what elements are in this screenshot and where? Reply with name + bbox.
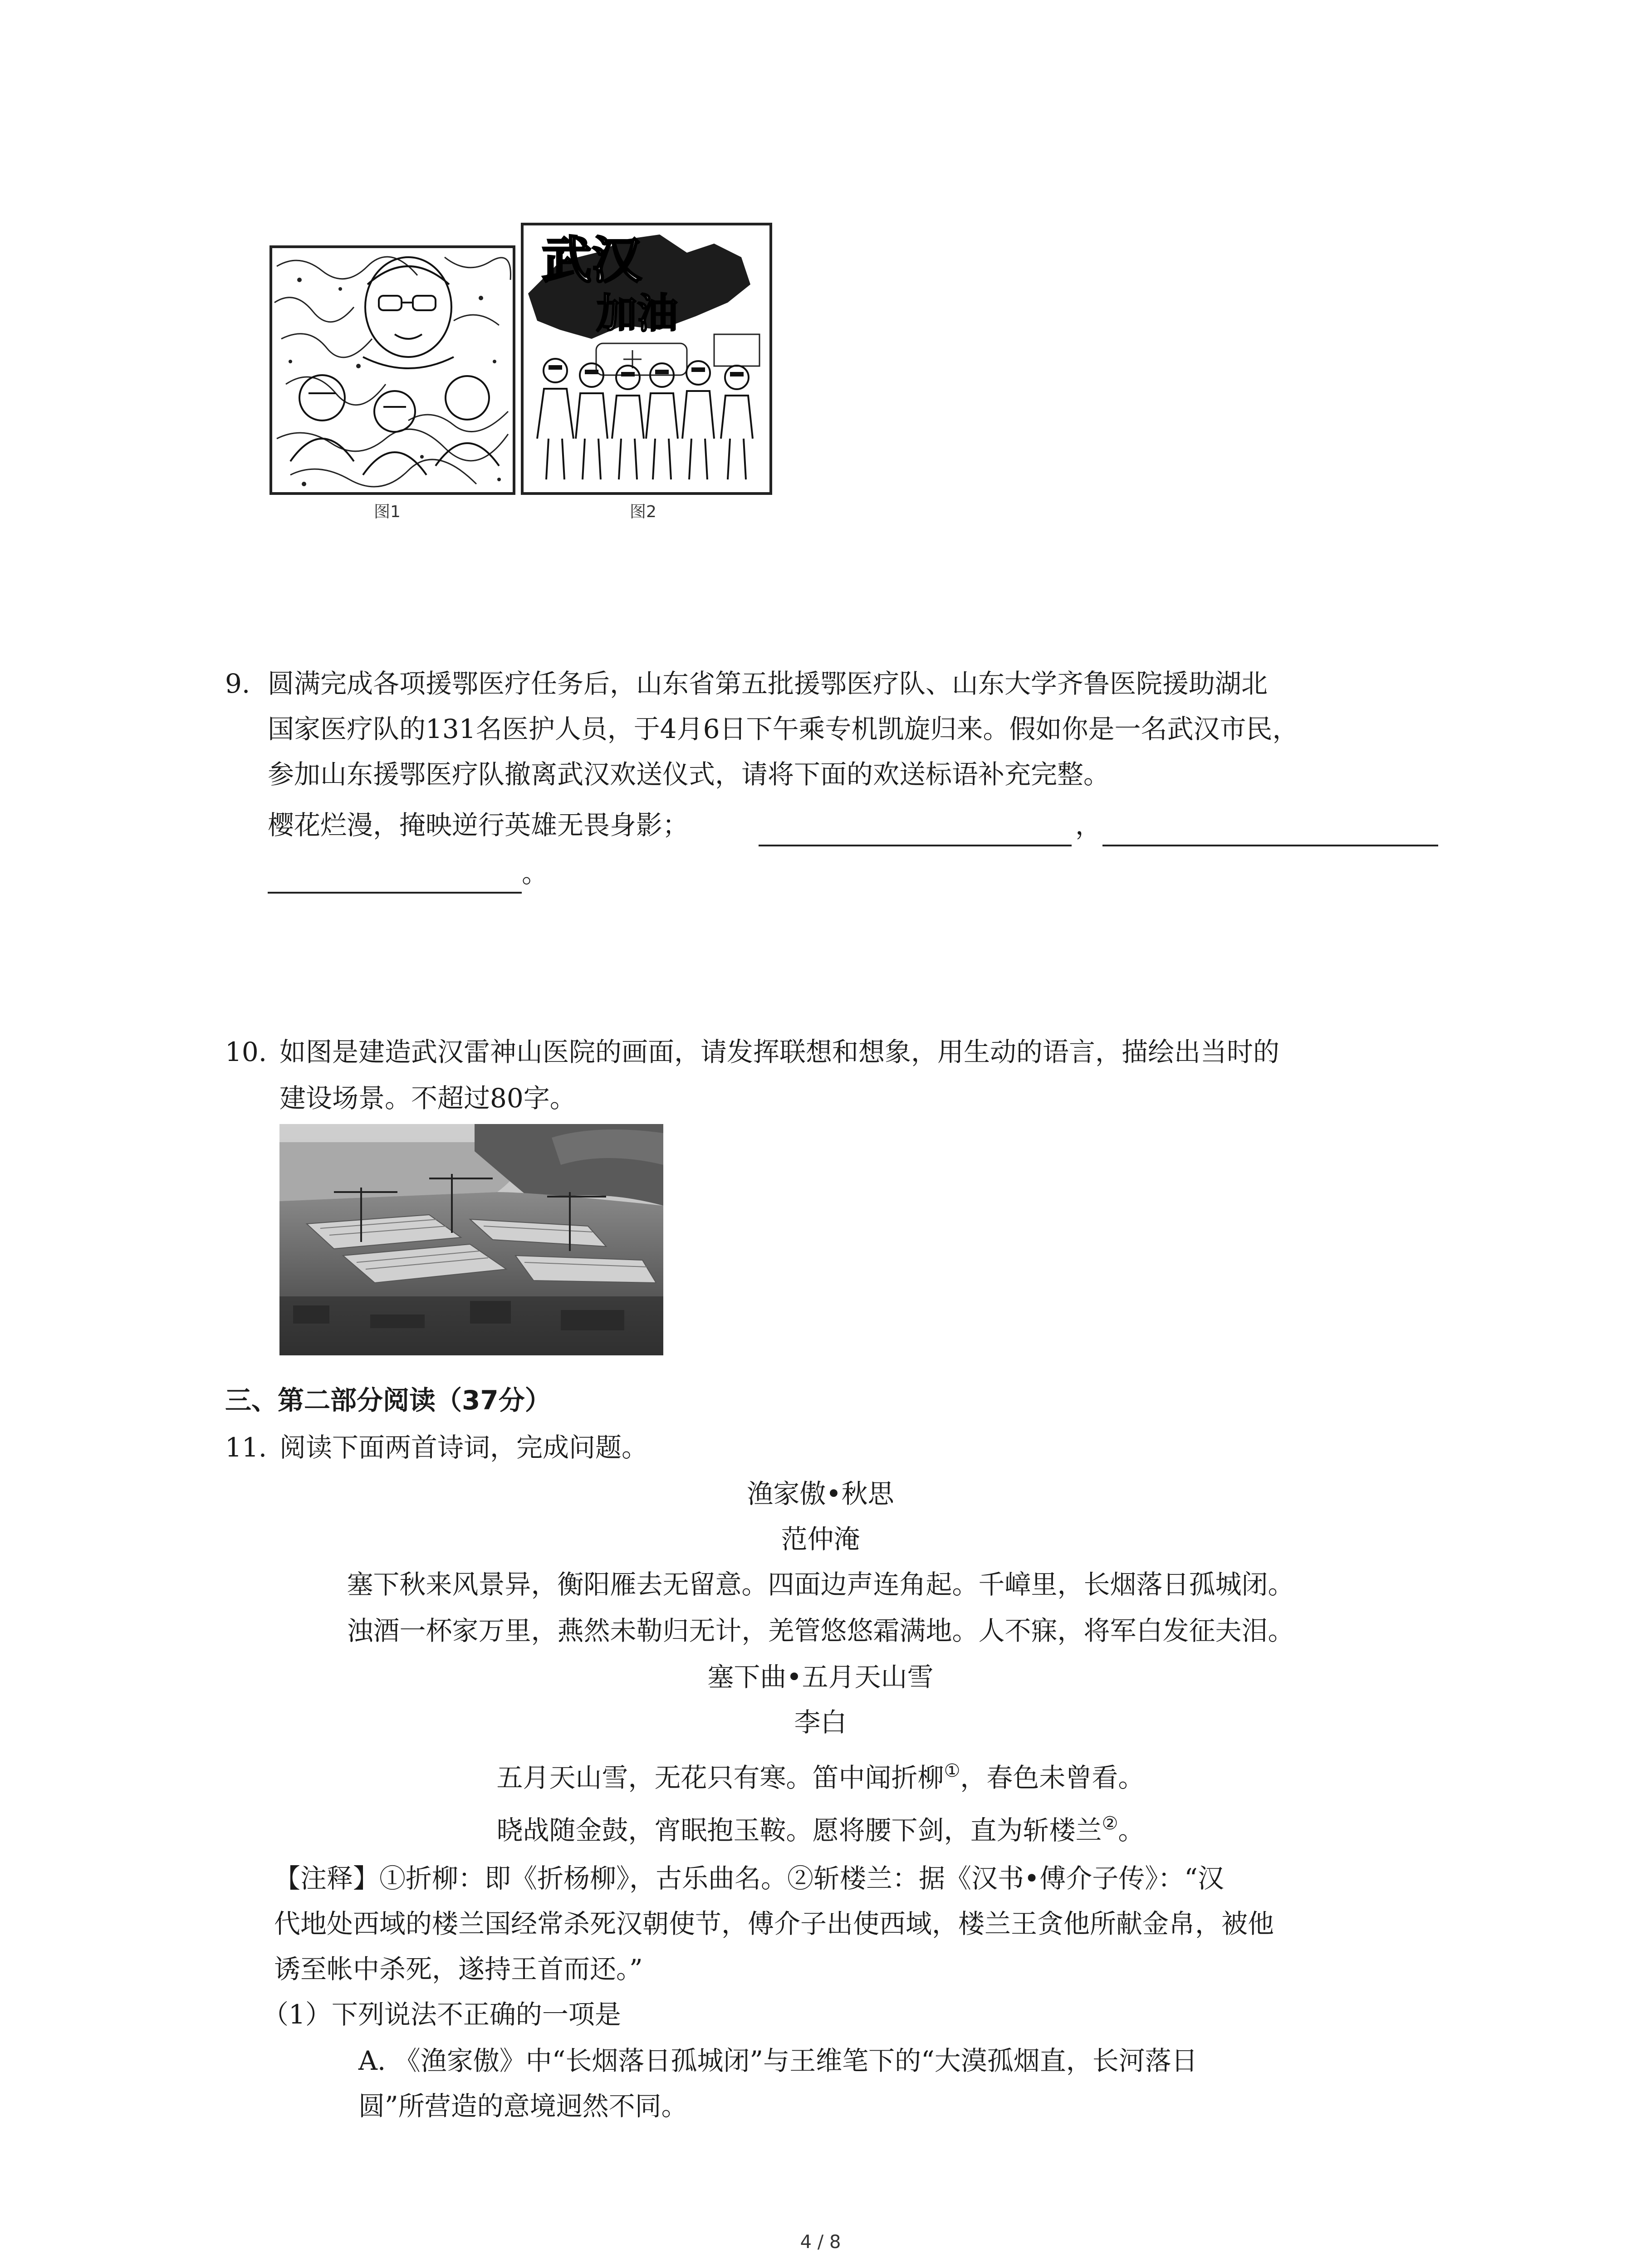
figure-2-caption: 图2 xyxy=(630,503,656,521)
wuhan-text: 武汉 xyxy=(542,231,642,289)
poem-2-line-1 xyxy=(0,1762,1641,1791)
wuhan-jiayou-cartoon-image xyxy=(524,225,769,492)
note-line-3: 诱至帐中杀死，遂持王首而还。” xyxy=(274,1954,643,1984)
note-line-1: 【注释】①折柳：即《折杨柳》，古乐曲名。②斩楼兰：据《汉书•傅介子传》：“汉 xyxy=(274,1863,1224,1894)
q9-line-3: 参加山东援鄂医疗队撤离武汉欢送仪式，请将下面的欢送标语补充完整。 xyxy=(268,759,1110,790)
footnote-mark-2: ② xyxy=(1102,1813,1118,1834)
q9-line-2: 国家医疗队的131名医护人员，于4月6日下午乘专机凯旋归来。假如你是一名武汉市民， xyxy=(268,714,1299,744)
poem-2-line-2-text-b: 。 xyxy=(1118,1815,1145,1846)
option-a-line-1: A. 《渔家傲》中“长烟落日孤城闭”与王维笔下的“大漠孤烟直，长河落日 xyxy=(358,2045,1198,2076)
poem-1-title: 渔家傲•秋思 xyxy=(747,1478,894,1509)
figure-2 xyxy=(521,223,772,495)
poem-1-line-2: 浊酒一杯家万里，燕然未勒归无计，羌管悠悠霜满地。人不寐，将军白发征夫泪。 xyxy=(347,1615,1294,1646)
poem-2-line-2 xyxy=(0,1813,1641,1846)
q9-blank-1[interactable] xyxy=(759,845,1072,846)
q9-blank-2[interactable] xyxy=(1102,845,1438,846)
sub-question-1: （1）下列说法不正确的一项是 xyxy=(262,1999,621,2030)
poem-2-line-1-text-b: ，春色未曾看。 xyxy=(960,1762,1145,1793)
poem-2-line-1-text-a: 五月天山雪，无花只有寒。笛中闻折柳 xyxy=(496,1762,944,1793)
construction-photo xyxy=(279,1124,663,1355)
page-number: 4 / 8 xyxy=(800,2232,841,2253)
footnote-mark-1: ① xyxy=(944,1760,960,1781)
poem-2-line-2-text-a: 晓战随金鼓，宵眠抱玉鞍。愿将腰下剑，直为斩楼兰 xyxy=(496,1815,1102,1846)
figure-1-caption: 图1 xyxy=(374,503,401,521)
note-line-2: 代地处西域的楼兰国经常杀死汉朝使节，傅介子出使西域，楼兰王贪他所献金帛，被他 xyxy=(274,1908,1274,1939)
poem-2-author: 李白 xyxy=(794,1707,847,1738)
q9-line-1: 圆满完成各项援鄂医疗任务后，山东省第五批援鄂医疗队、山东大学齐鲁医院援助湖北 xyxy=(268,668,1268,699)
q9-number: 9. xyxy=(225,668,250,699)
q11-intro: 阅读下面两首诗词，完成问题。 xyxy=(279,1432,648,1463)
option-a-line-2: 圆”所营造的意境迥然不同。 xyxy=(358,2091,688,2121)
q10-number: 10. xyxy=(225,1036,267,1067)
q9-blank-3[interactable] xyxy=(268,892,522,894)
q9-comma: ， xyxy=(1075,810,1102,841)
q10-line-2: 建设场景。不超过80字。 xyxy=(279,1083,576,1114)
q9-period: 。 xyxy=(522,858,549,889)
q11-number: 11. xyxy=(225,1432,267,1463)
sketch-portrait-image xyxy=(272,248,513,492)
figure-1 xyxy=(269,245,515,495)
poem-1-author: 范仲淹 xyxy=(781,1524,860,1554)
q9-line-4: 樱花烂漫，掩映逆行英雄无畏身影； xyxy=(268,810,689,841)
poem-1-line-1: 塞下秋来风景异，衡阳雁去无留意。四面边声连角起。千嶂里，长烟落日孤城闭。 xyxy=(347,1569,1294,1600)
section-3-heading: 三、第二部分阅读（37分） xyxy=(225,1385,551,1416)
poem-2-title: 塞下曲•五月天山雪 xyxy=(707,1662,934,1692)
jiayou-text: 加油 xyxy=(596,290,678,337)
q10-line-1: 如图是建造武汉雷神山医院的画面，请发挥联想和想象，用生动的语言，描绘出当时的 xyxy=(279,1036,1280,1067)
